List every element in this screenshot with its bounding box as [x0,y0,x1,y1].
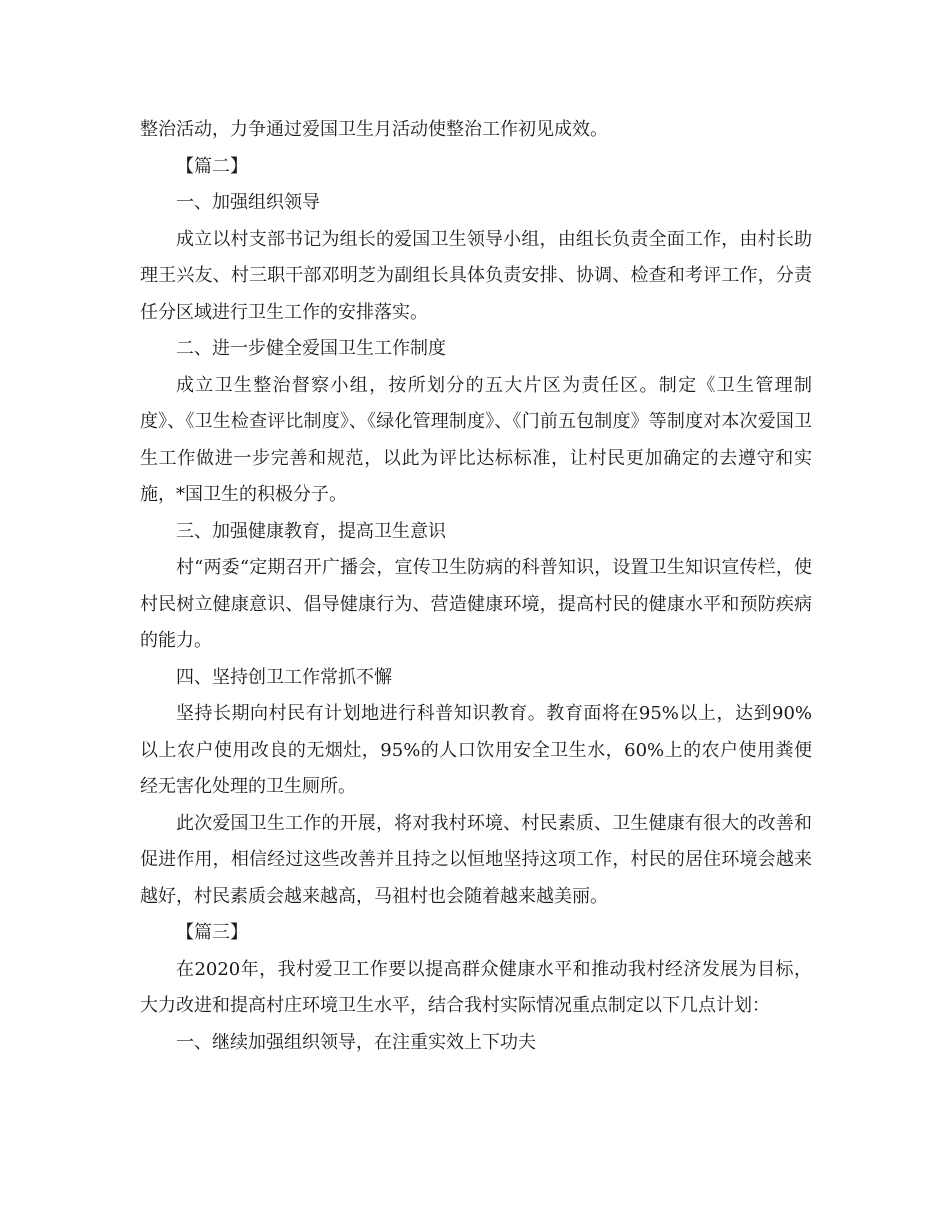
paragraph-conclusion: 此次爱国卫生工作的开展，将对我村环境、村民素质、卫生健康有很大的改善和促进作用，相信经过这些改善并且持之以恒地坚持这项工作，村民的居住环境会越来越好，村民素质会越来越高，马祖村也会随着越来越美丽。 [140,812,812,907]
paragraph-leadership-group: 成立以村支部书记为组长的爱国卫生领导小组，由组长负责全面工作，由村长助理王兴友、村三职干部邓明芝为副组长具体负责安排、协调、检查和考评工作，分责任分区域进行卫生工作的安排落实。 [140,228,812,323]
paragraph-inspection-team: 成立卫生整治督察小组，按所划分的五大片区为责任区。制定《卫生管理制度》、《卫生检查评比制度》、《绿化管理制度》、《门前五包制度》等制度对本次爱国卫生工作做进一步完善和规范，以此为评比达标标准，让村民更加确定的去遵守和实施，*国卫生的积极分子。 [140,374,812,505]
section-heading-part-three: 【篇三】 [176,922,248,943]
paragraph-broadcast-meetings: 村“两委“定期召开广播会，宣传卫生防病的科普知识，设置卫生知识宣传栏，使村民树立健康意识、倡导健康行为、营造健康环境，提高村民的健康水平和预防疾病的能力。 [140,557,812,651]
document-body [140,112,812,1061]
subheading-persistent-work: 四、坚持创卫工作常抓不懈 [176,666,392,688]
paragraph-science-education: 坚持长期向村民有计划地进行科普知识教育。教育面将在95%以上，达到90%以上农户使用改良的无烟灶，95%的人口饮用安全卫生水，60%上的农户使用粪便经无害化处理的卫生厕所。 [140,703,812,797]
subheading-health-education: 三、加强健康教育，提高卫生意识 [176,520,446,542]
subheading-strengthen-leadership: 一、加强组织领导 [176,192,320,213]
paragraph-continuation: 整治活动，力争通过爱国卫生月活动使整治工作初见成效。 [140,119,608,140]
paragraph-2020-plan: 在2020年，我村爱卫工作要以提高群众健康水平和推动我村经济发展为目标，大力改进和提高村庄环境卫生水平，结合我村实际情况重点制定以下几点计划： [140,958,812,1016]
subheading-continue-leadership: 一、继续加强组织领导，在注重实效上下功夫 [176,1031,536,1053]
subheading-improve-system: 二、进一步健全爱国卫生工作制度 [176,338,446,359]
section-heading-part-two: 【篇二】 [176,155,248,177]
